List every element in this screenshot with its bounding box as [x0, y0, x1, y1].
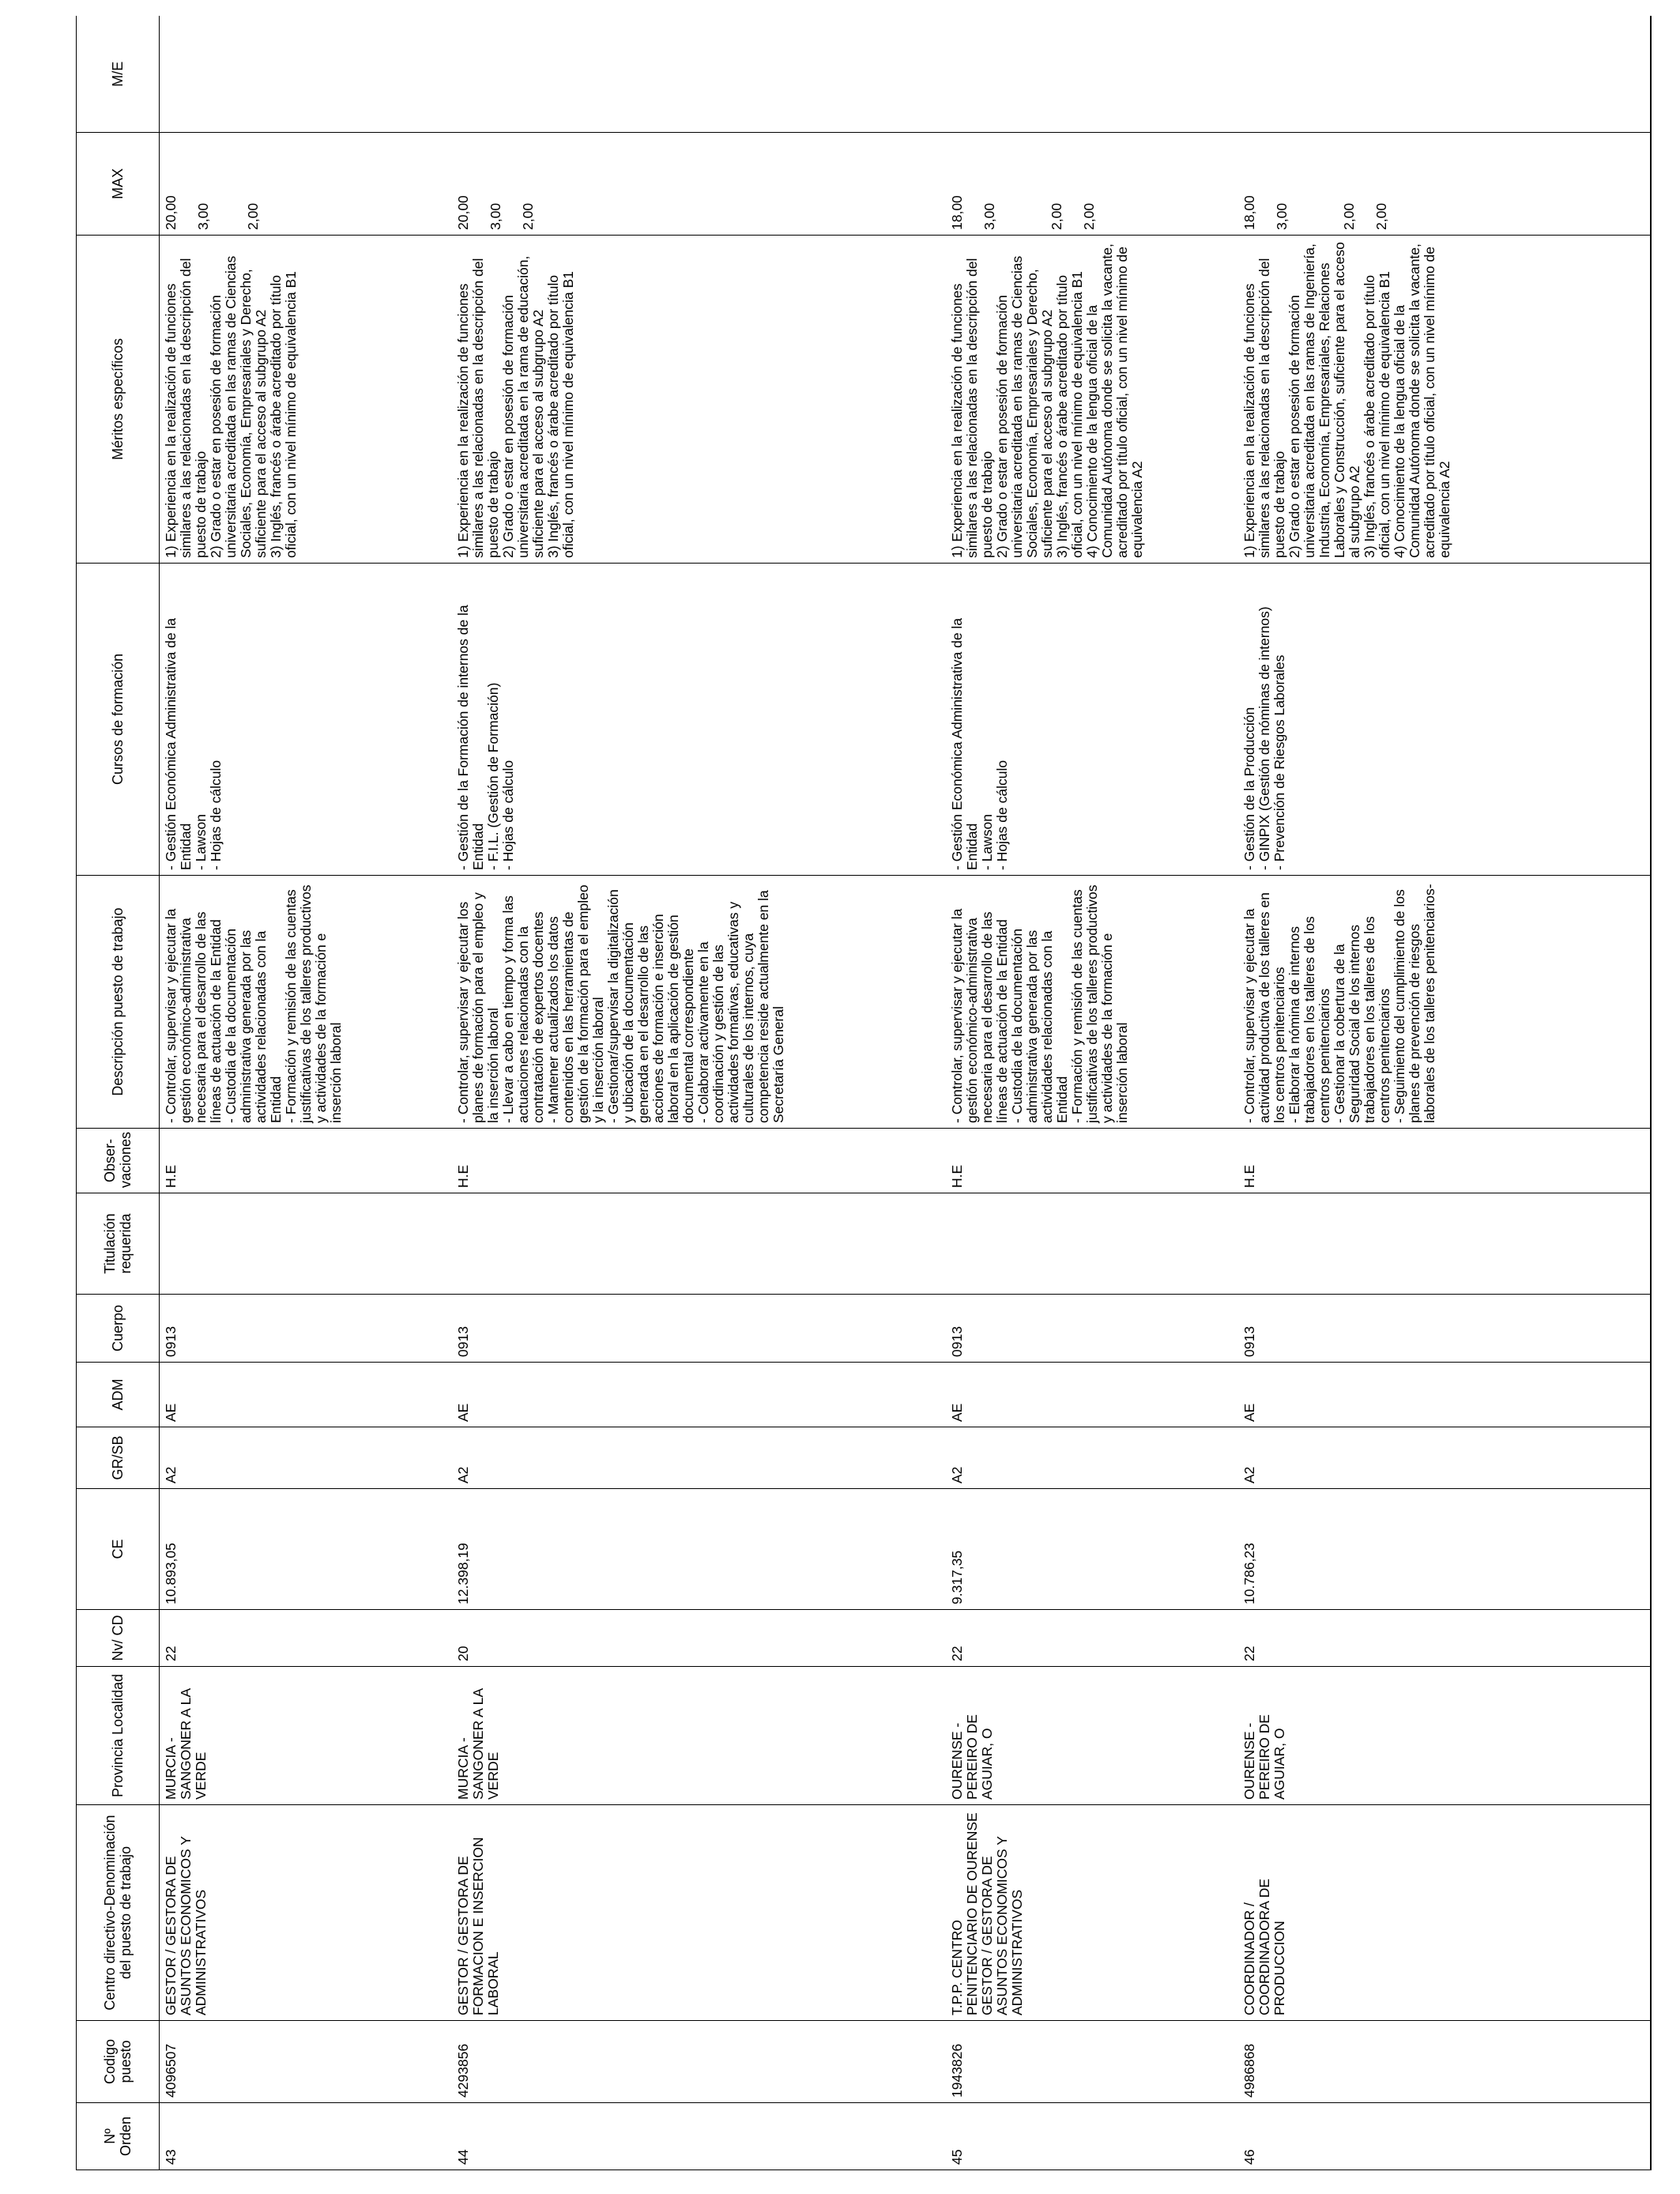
- max-cell: [946, 133, 1238, 236]
- descripcion-cell: - Controlar, supervisar y ejecutar la gestión económico-administrativa necesaria para el desarrollo de las líneas de actuación de la Entidad - Custodia de la documentación administrativa generada por las actividades relacionadas con la Entidad - Formación y remisión de las cuentas justificativas de los talleres productivos y actividades de la formación e inserción laboral: [946, 876, 1238, 1129]
- max-cell: [1238, 133, 1652, 236]
- ce-cell: 10.893,05: [160, 1489, 452, 1610]
- header-cuerpo: Cuerpo: [77, 1295, 160, 1363]
- adm-cell: AE: [1238, 1363, 1652, 1427]
- meritos-cell: 1) Experiencia en la realización de funciones similares a las relacionadas en la descripción del puesto de trabajo 2) Grado o estar en posesión de formación universitaria acreditada en las ramas de Ciencias Sociales, Economía, Empresariales y Derecho, suficiente para el acceso al subgrupo A2 3) Inglés, francés o árabe acreditado por título oficial, con un nivel mínimo de equivalencia B1: [160, 236, 452, 564]
- orden-cell: 44: [452, 2103, 946, 2170]
- adm-cell: AE: [160, 1363, 452, 1427]
- observaciones-cell: H.E: [452, 1129, 946, 1193]
- denominacion-cell: [452, 1805, 946, 2021]
- nivel-cell: 22: [1238, 1610, 1652, 1667]
- titulacion-cell: [160, 1193, 452, 1295]
- orden-cell: 46: [1238, 2103, 1652, 2170]
- puesto-denominacion: GESTOR / GESTORA DE FORMACION E INSERCION LABORAL: [454, 1837, 501, 2015]
- adm-cell: AE: [946, 1363, 1238, 1427]
- provincia-cell: OURENSE - PEREIRO DE AGUIAR, O: [946, 1667, 1238, 1805]
- header-max: MAX: [77, 133, 160, 236]
- table-row: [946, 17, 1238, 2170]
- max-value: 3,00: [981, 202, 997, 230]
- max-value: 3,00: [195, 202, 211, 230]
- denominacion-cell: [946, 1805, 1238, 2021]
- max-cell: [160, 133, 452, 236]
- cursos-cell: - Gestión Económica Administrativa de la Entidad - Lawson - Hojas de cálculo: [946, 564, 1238, 876]
- grsb-cell: A2: [946, 1427, 1238, 1489]
- titulacion-cell: [946, 1193, 1238, 1295]
- codigo-cell: 1943826: [946, 2021, 1238, 2103]
- provincia-cell: MURCIA - SANGONER A LA VERDE: [160, 1667, 452, 1805]
- centro-directivo: T.P.P. CENTRO PENITENCIARIO DE OURENSE: [948, 1812, 980, 2015]
- max-value: 18,00: [948, 195, 965, 230]
- me-cell: [946, 17, 1238, 133]
- header-codigo: Codigo puesto: [77, 2021, 160, 2103]
- observaciones-cell: H.E: [1238, 1129, 1652, 1193]
- me-cell: [452, 17, 946, 133]
- max-value: 2,00: [245, 202, 261, 230]
- table-row: [452, 17, 946, 2170]
- puesto-denominacion: GESTOR / GESTORA DE ASUNTOS ECONOMICOS Y ADMINISTRATIVOS: [163, 1836, 209, 2015]
- cuerpo-cell: 0913: [1238, 1295, 1652, 1363]
- cursos-cell: - Gestión Económica Administrativa de la Entidad - Lawson - Hojas de cálculo: [160, 564, 452, 876]
- header-observaciones: Obser-vaciones: [77, 1129, 160, 1193]
- cursos-cell: - Gestión de la Formación de internos de la Entidad - F.I.L. (Gestión de Formación) - Hojas de cálculo: [452, 564, 946, 876]
- header-provincia: Provincia Localidad: [77, 1667, 160, 1805]
- meritos-cell: 1) Experiencia en la realización de funciones similares a las relacionadas en la descripción del puesto de trabajo 2) Grado o estar en posesión de formación universitaria acreditada en las ramas de Ingeniería, Industria, Economía, Empresariales, Relaciones Laborales y Construcción, suficiente para el acceso al subgrupo A2 3) Inglés, francés o árabe acreditado por título oficial, con un nivel mínimo de equivalencia B1 4) Conocimiento de la lengua oficial de la Comunidad Autónoma donde se solicita la vacante, acreditado por título oficial, con un nivel mínimo de equivalencia A2: [1238, 236, 1652, 564]
- max-value: 3,00: [487, 202, 503, 230]
- codigo-cell: 4293856: [452, 2021, 946, 2103]
- table-row: [1238, 17, 1652, 2170]
- denominacion-cell: [160, 1805, 452, 2021]
- max-cell: [452, 133, 946, 236]
- provincia-cell: MURCIA - SANGONER A LA VERDE: [452, 1667, 946, 1805]
- cuerpo-cell: 0913: [946, 1295, 1238, 1363]
- grsb-cell: A2: [160, 1427, 452, 1489]
- max-value: 2,00: [1080, 202, 1097, 230]
- ce-cell: 12.398,19: [452, 1489, 946, 1610]
- max-value: 3,00: [1273, 202, 1290, 230]
- cursos-cell: - Gestión de la Producción - GINPIX (Gestión de nóminas de internos) - Prevención de Riesgos Laborales: [1238, 564, 1652, 876]
- grsb-cell: A2: [1238, 1427, 1652, 1489]
- puesto-denominacion: GESTOR / GESTORA DE ASUNTOS ECONOMICOS Y ADMINISTRATIVOS: [978, 1836, 1025, 2015]
- header-row: [77, 17, 160, 2170]
- max-value: 2,00: [1340, 202, 1357, 230]
- descripcion-cell: - Controlar, supervisar y ejecutar la gestión económico-administrativa necesaria para el desarrollo de las líneas de actuación de la Entidad - Custodia de la documentación administrativa generada por las actividades relacionadas con la Entidad - Formación y remisión de las cuentas justificativas de los talleres productivos y actividades de la formación e inserción laboral: [160, 876, 452, 1129]
- observaciones-cell: H.E: [160, 1129, 452, 1193]
- header-meritos: Méritos específicos: [77, 236, 160, 564]
- orden-cell: 45: [946, 2103, 1238, 2170]
- nivel-cell: 20: [452, 1610, 946, 1667]
- max-value: 18,00: [1241, 195, 1257, 230]
- meritos-cell: 1) Experiencia en la realización de funciones similares a las relacionadas en la descripción del puesto de trabajo 2) Grado o estar en posesión de formación universitaria acreditada en las ramas de Ciencias Sociales, Economía, Empresariales y Derecho, suficiente para el acceso al subgrupo A2 3) Inglés, francés o árabe acreditado por título oficial, con un nivel mínimo de equivalencia B1 4) Conocimiento de la lengua oficial de la Comunidad Autónoma donde se solicita la vacante, acreditado por título oficial, con un nivel mínimo de equivalencia A2: [946, 236, 1238, 564]
- me-cell: [160, 17, 452, 133]
- adm-cell: AE: [452, 1363, 946, 1427]
- header-titulacion: Titulación requerida: [77, 1193, 160, 1295]
- header-orden: Nº Orden: [77, 2103, 160, 2170]
- header-nivel: Nv/ CD: [77, 1610, 160, 1667]
- header-grsb: GR/SB: [77, 1427, 160, 1489]
- codigo-cell: 4096507: [160, 2021, 452, 2103]
- nivel-cell: 22: [946, 1610, 1238, 1667]
- provincia-cell: OURENSE - PEREIRO DE AGUIAR, O: [1238, 1667, 1652, 1805]
- ce-cell: 9.317,35: [946, 1489, 1238, 1610]
- puesto-denominacion: COORDINADOR / COORDINADORA DE PRODUCCION: [1241, 1878, 1287, 2015]
- titulacion-cell: [452, 1193, 946, 1295]
- codigo-cell: 4986868: [1238, 2021, 1652, 2103]
- header-descripcion: Descripción puesto de trabajo: [77, 876, 160, 1129]
- max-value: 20,00: [454, 195, 471, 230]
- descripcion-cell: - Controlar, supervisar y ejecutar la actividad productiva de los talleres en los centros penitenciarios - Elaborar la nómina de internos trabajadores en los talleres de los centros penitenciarios - Gestionar la cobertura de la Seguridad Social de los internos trabajadores en los talleres de los centros penitenciarios - Seguimiento del cumplimiento de los planes de prevención de riesgos laborales de los talleres penitenciarios-: [1238, 876, 1652, 1129]
- me-cell: [1238, 17, 1652, 133]
- max-value: 2,00: [519, 202, 536, 230]
- grsb-cell: A2: [452, 1427, 946, 1489]
- header-adm: ADM: [77, 1363, 160, 1427]
- header-centro: Centro directivo-Denominación del puesto de trabajo: [77, 1805, 160, 2021]
- vacancies-table: [76, 17, 1652, 2171]
- header-me: M/E: [77, 17, 160, 133]
- cuerpo-cell: 0913: [452, 1295, 946, 1363]
- observaciones-cell: H.E: [946, 1129, 1238, 1193]
- nivel-cell: 22: [160, 1610, 452, 1667]
- max-value: 2,00: [1048, 202, 1064, 230]
- titulacion-cell: [1238, 1193, 1652, 1295]
- denominacion-cell: [1238, 1805, 1652, 2021]
- descripcion-cell: - Controlar, supervisar y ejecutar los planes de formación para el empleo y la inserción laboral - Llevar a cabo en tiempo y forma las actuaciones relacionadas con la contratación de expertos docentes - Mantener actualizados los datos contenidos en las herramientas de gestión de la formación para el empleo y la inserción laboral - Gestionar/supervisar la digitalización y ubicación de la documentación generada en el desarrollo de las acciones de formación e inserción laboral en la aplicación de gestión documental correspondiente - Colaborar activamente en la coordinación y gestión de las actividades formativas, educativas y culturales de los internos, cuya competencia reside actualmente en la Secretaría General: [452, 876, 946, 1129]
- max-value: 2,00: [1373, 202, 1389, 230]
- table-row: [160, 17, 452, 2170]
- header-cursos: Cursos de formación: [77, 564, 160, 876]
- cuerpo-cell: 0913: [160, 1295, 452, 1363]
- header-ce: CE: [77, 1489, 160, 1610]
- meritos-cell: 1) Experiencia en la realización de funciones similares a las relacionadas en la descripción del puesto de trabajo 2) Grado o estar en posesión de formación universitaria acreditada en la rama de educación, suficiente para el acceso al subgrupo A2 3) Inglés, francés o árabe acreditado por título oficial, con un nivel mínimo de equivalencia B1: [452, 236, 946, 564]
- ce-cell: 10.786,23: [1238, 1489, 1652, 1610]
- max-value: 20,00: [163, 195, 179, 230]
- orden-cell: 43: [160, 2103, 452, 2170]
